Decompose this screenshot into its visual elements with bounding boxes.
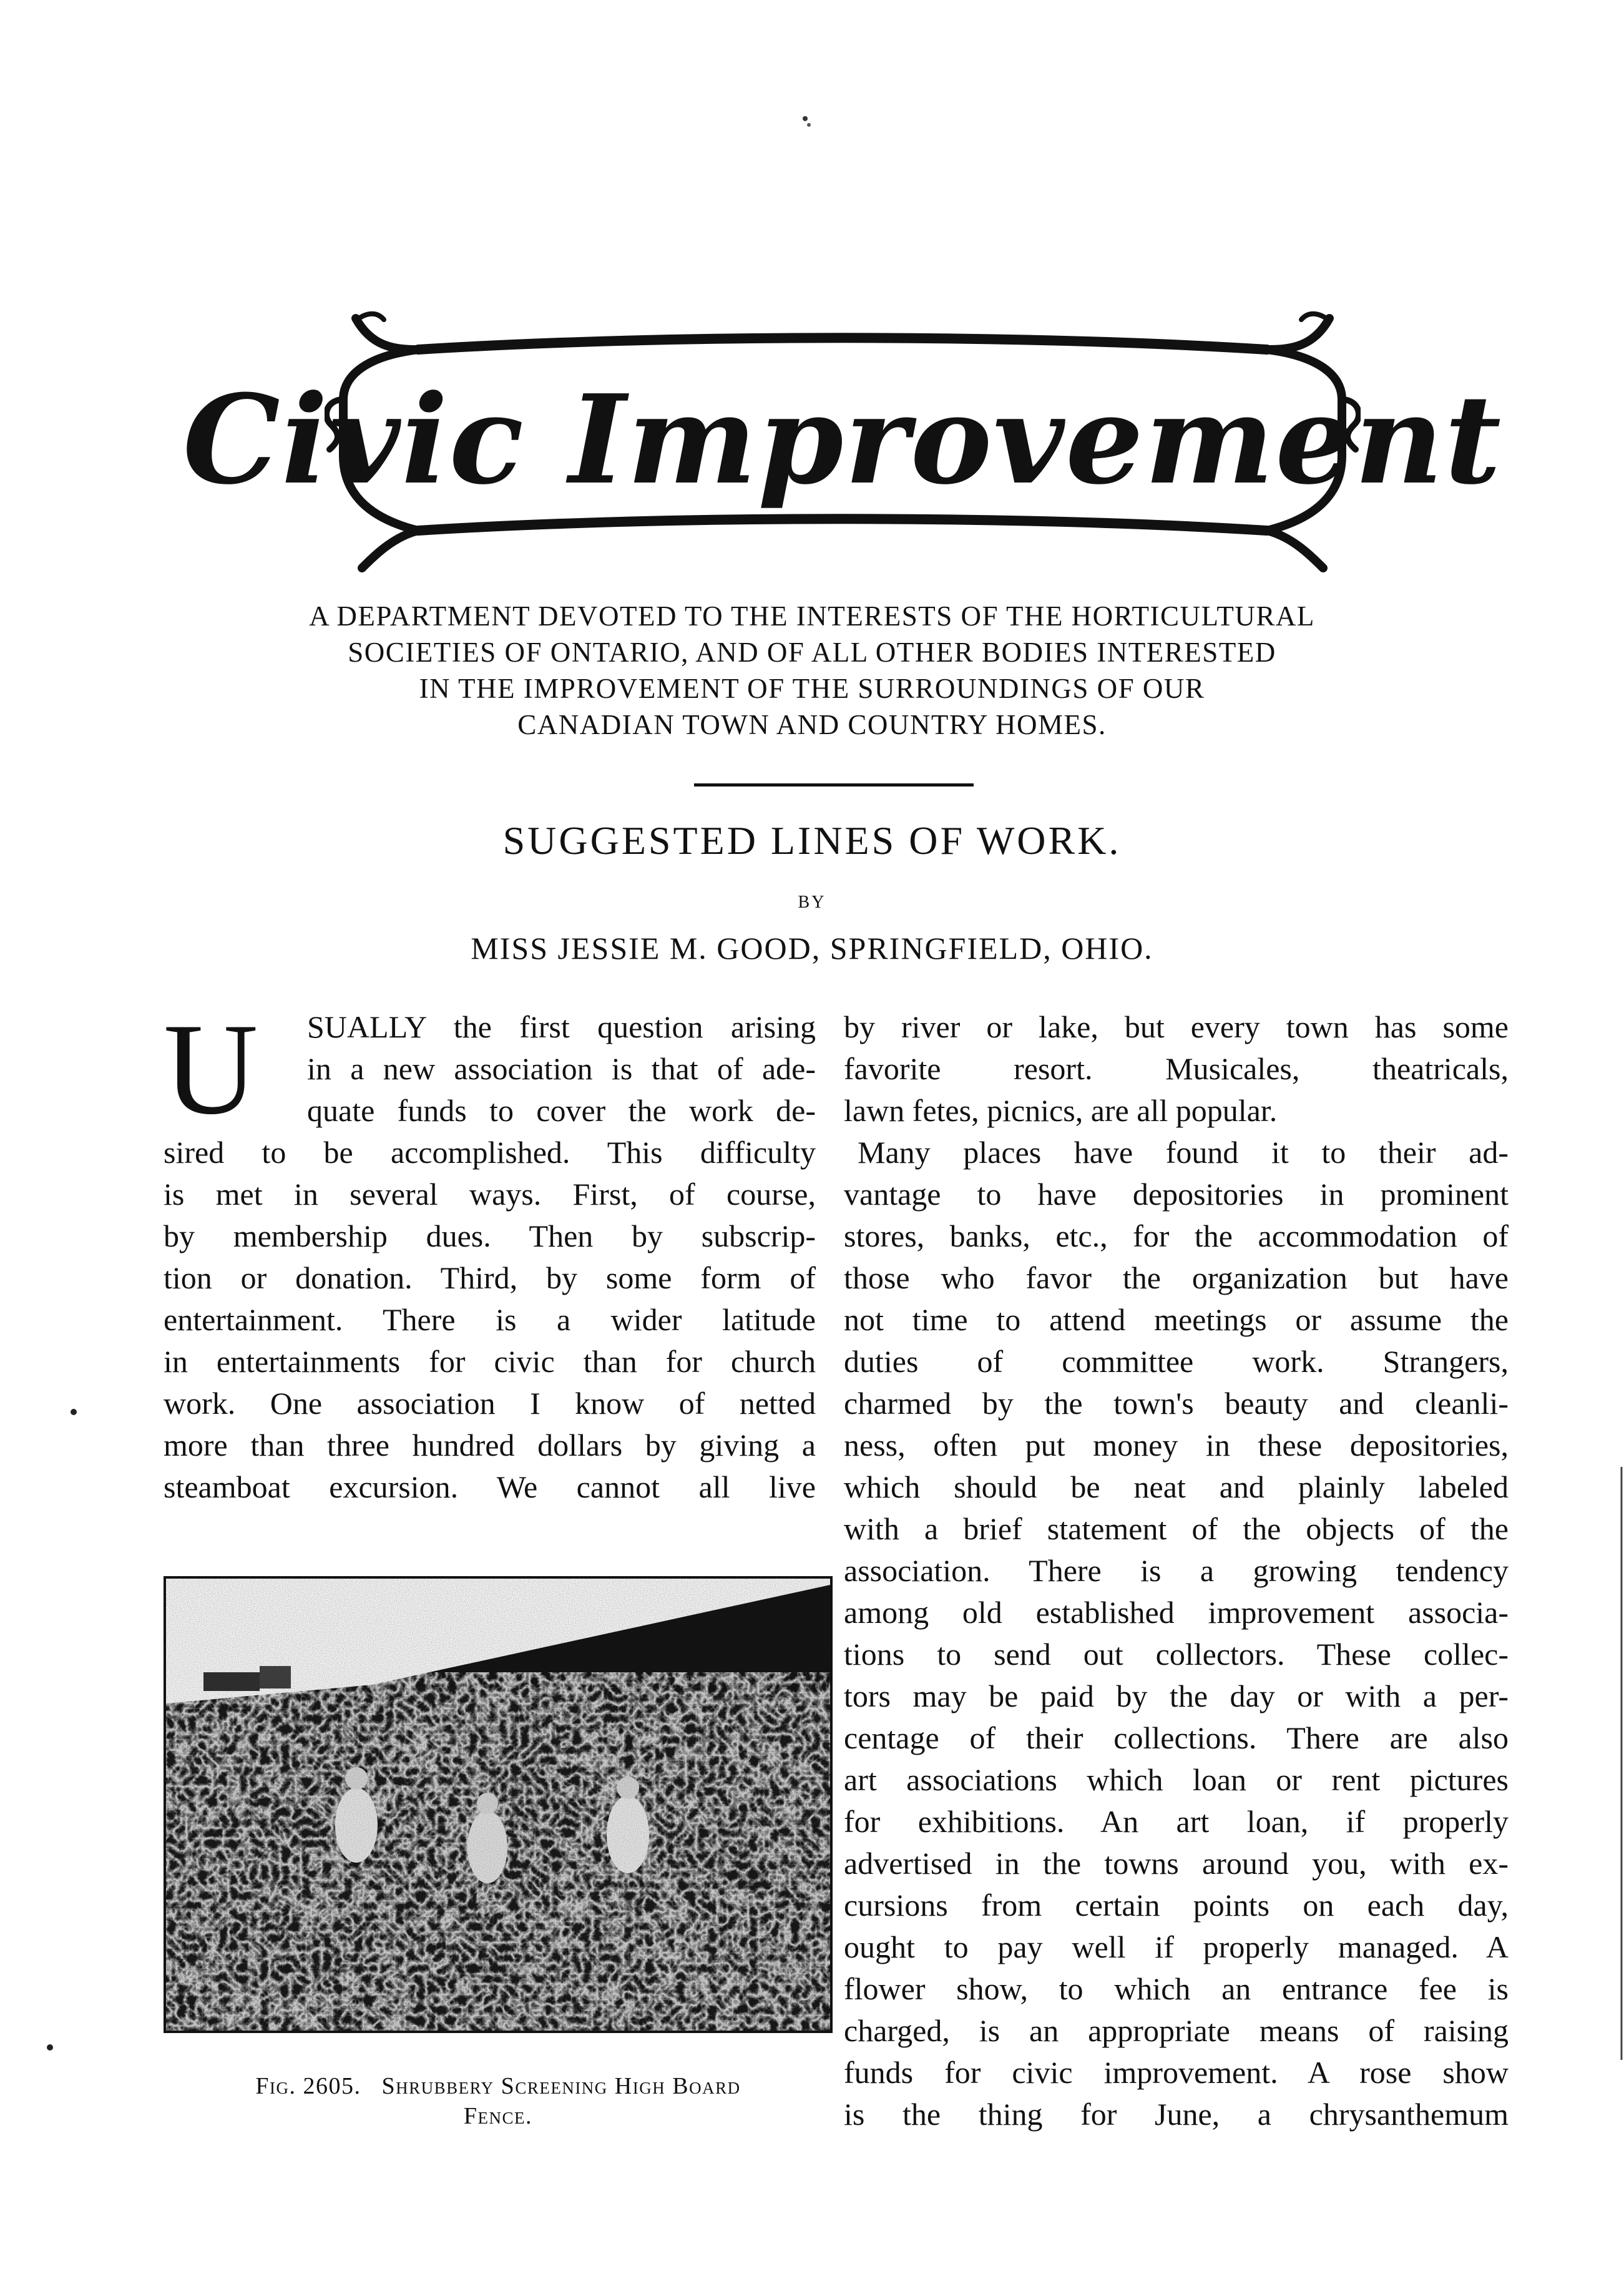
- caption-line: Fence.: [463, 2103, 533, 2129]
- text-line: with a brief statement of the objects of the: [844, 1511, 1509, 1546]
- text-line: charged, is an appropriate means of raising: [844, 2013, 1509, 2048]
- figure-caption: [164, 2071, 833, 2131]
- text-line: stores, banks, etc., for the accommodation of: [844, 1218, 1509, 1253]
- text-line: tion or donation. Third, by some form of: [164, 1260, 816, 1295]
- text-line: by river or lake, but every town has some: [844, 1009, 1509, 1044]
- text-line: funds for civic improvement. A rose show: [844, 2055, 1509, 2090]
- text-line: favorite resort. Musicales, theatricals,: [844, 1051, 1509, 1086]
- banner-title: Civic Improvement: [182, 368, 1503, 512]
- text-line: tions to send out collectors. These collec-: [844, 1637, 1509, 1672]
- text-line: quate funds to cover the work de-: [307, 1093, 816, 1128]
- text-line: not time to attend meetings or assume the: [844, 1302, 1509, 1337]
- text-line: advertised in the towns around you, with ex-: [844, 1846, 1509, 1881]
- text-line: duties of committee work. Strangers,: [844, 1344, 1509, 1379]
- text-line: is met in several ways. First, of course,: [164, 1177, 816, 1212]
- description-line: IN THE IMPROVEMENT OF THE SURROUNDINGS OF OUR: [419, 673, 1205, 704]
- text-line: in entertainments for civic than for church: [164, 1344, 816, 1379]
- right-column: [844, 1006, 1509, 2135]
- text-line: lawn fetes, picnics, are all popular.: [844, 1093, 1278, 1128]
- caption-line: Fig. 2605. Shrubbery Screening High Board: [255, 2073, 741, 2099]
- text-line: art associations which loan or rent pictures: [844, 1762, 1509, 1797]
- text-line: among old established improvement associa-: [844, 1595, 1509, 1630]
- text-line: cursions from certain points on each day,: [844, 1888, 1509, 1923]
- text-line: sired to be accomplished. This difficulty: [164, 1135, 816, 1170]
- section-divider: [694, 783, 974, 787]
- text-line: by membership dues. Then by subscrip-: [164, 1218, 816, 1253]
- description-line: CANADIAN TOWN AND COUNTRY HOMES.: [517, 709, 1107, 740]
- text-line: in a new association is that of ade-: [307, 1051, 816, 1086]
- text-line: charmed by the town's beauty and cleanli-: [844, 1386, 1509, 1421]
- text-line: ness, often put money in these depositories,: [844, 1428, 1509, 1463]
- text-line: which should be neat and plainly labeled: [844, 1469, 1509, 1504]
- drop-cap: U: [164, 997, 258, 1142]
- description-line: A DEPARTMENT DEVOTED TO THE INTERESTS OF THE HORTICULTURAL: [309, 600, 1315, 632]
- by-line: BY: [798, 893, 826, 912]
- text-line: Many places have found it to their ad-: [858, 1135, 1509, 1170]
- text-line: entertainment. There is a wider latitude: [164, 1302, 816, 1337]
- text-line: for exhibitions. An art loan, if properly: [844, 1804, 1509, 1839]
- text-line: ought to pay well if properly managed. A: [844, 1929, 1509, 1964]
- text-line: flower show, to which an entrance fee is: [844, 1971, 1509, 2006]
- text-line: SUALLY the first question arising: [307, 1009, 816, 1044]
- article-author: MISS JESSIE M. GOOD, SPRINGFIELD, OHIO.: [471, 931, 1153, 966]
- description-line: SOCIETIES OF ONTARIO, AND OF ALL OTHER BODIES INTERESTED: [348, 637, 1276, 668]
- left-column: [164, 997, 816, 1508]
- text-line: vantage to have depositories in prominent: [844, 1177, 1509, 1212]
- department-banner: [182, 306, 1503, 587]
- shrubbery-photo: [164, 1576, 833, 2033]
- text-line: tors may be paid by the day or with a per-: [844, 1679, 1509, 1713]
- text-line: steamboat excursion. We cannot all live: [164, 1469, 816, 1504]
- article-title: SUGGESTED LINES OF WORK.: [502, 818, 1122, 863]
- text-line: association. There is a growing tendency: [844, 1553, 1509, 1588]
- text-line: more than three hundred dollars by giving a: [164, 1428, 816, 1463]
- text-line: is the thing for June, a chrysanthemum: [844, 2097, 1509, 2132]
- text-line: centage of their collections. There are also: [844, 1720, 1509, 1755]
- department-description: [125, 598, 1499, 743]
- text-line: work. One association I know of netted: [164, 1386, 816, 1421]
- text-line: those who favor the organization but have: [844, 1260, 1509, 1295]
